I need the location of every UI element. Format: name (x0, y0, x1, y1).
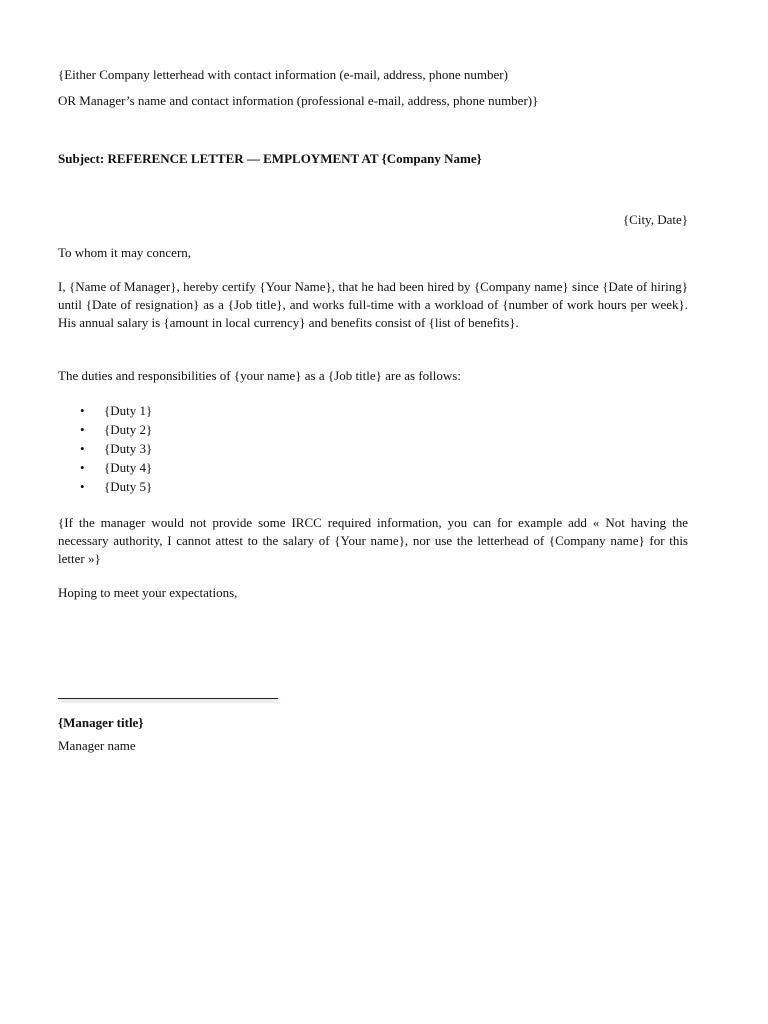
bullet-icon: • (80, 403, 85, 418)
ircc-note-paragraph: {If the manager would not provide some IRCC required information, you can for example add « Not having the necessary authority, I cannot attest to the salary of {Your name}, nor use the letterhead of {Company name} for this letter »} (58, 515, 688, 566)
duty-label: {Duty 3} (104, 441, 153, 456)
duty-item (58, 402, 688, 421)
closing-line: Hoping to meet your expectations, (58, 585, 238, 600)
bullet-icon: • (80, 460, 85, 475)
letterhead-line-1: {Either Company letterhead with contact information (e-mail, address, phone number) (58, 67, 508, 82)
signature-line (58, 698, 278, 699)
bullet-icon: • (80, 422, 85, 437)
duty-label: {Duty 1} (104, 403, 153, 418)
duty-label: {Duty 2} (104, 422, 153, 437)
duty-list (58, 402, 688, 497)
salutation: To whom it may concern, (58, 245, 192, 260)
duty-item (58, 440, 688, 459)
duties-intro: The duties and responsibilities of {your name} as a {Job title} are as follows: (58, 368, 461, 383)
duty-item (58, 459, 688, 478)
manager-title: {Manager title} (58, 715, 144, 730)
letterhead-line-2: OR Manager’s name and contact information (professional e-mail, address, phone number)} (58, 93, 539, 108)
bullet-icon: • (80, 479, 85, 494)
certification-paragraph: I, {Name of Manager}, hereby certify {Your Name}, that he had been hired by {Company name} since {Date of hiring} until {Date of resignation} as a {Job title}, and works full-time with a workload of {number of work hours per week}. His annual salary is {amount in local currency} and benefits consist of {list of benefits}. (58, 279, 688, 330)
duty-item (58, 421, 688, 440)
bullet-icon: • (80, 441, 85, 456)
duty-label: {Duty 4} (104, 460, 153, 475)
subject-line: Subject: REFERENCE LETTER — EMPLOYMENT AT {Company Name} (58, 151, 482, 166)
city-date: {City, Date} (622, 212, 688, 227)
manager-name: Manager name (58, 738, 136, 753)
duty-label: {Duty 5} (104, 479, 153, 494)
duty-item (58, 478, 688, 497)
